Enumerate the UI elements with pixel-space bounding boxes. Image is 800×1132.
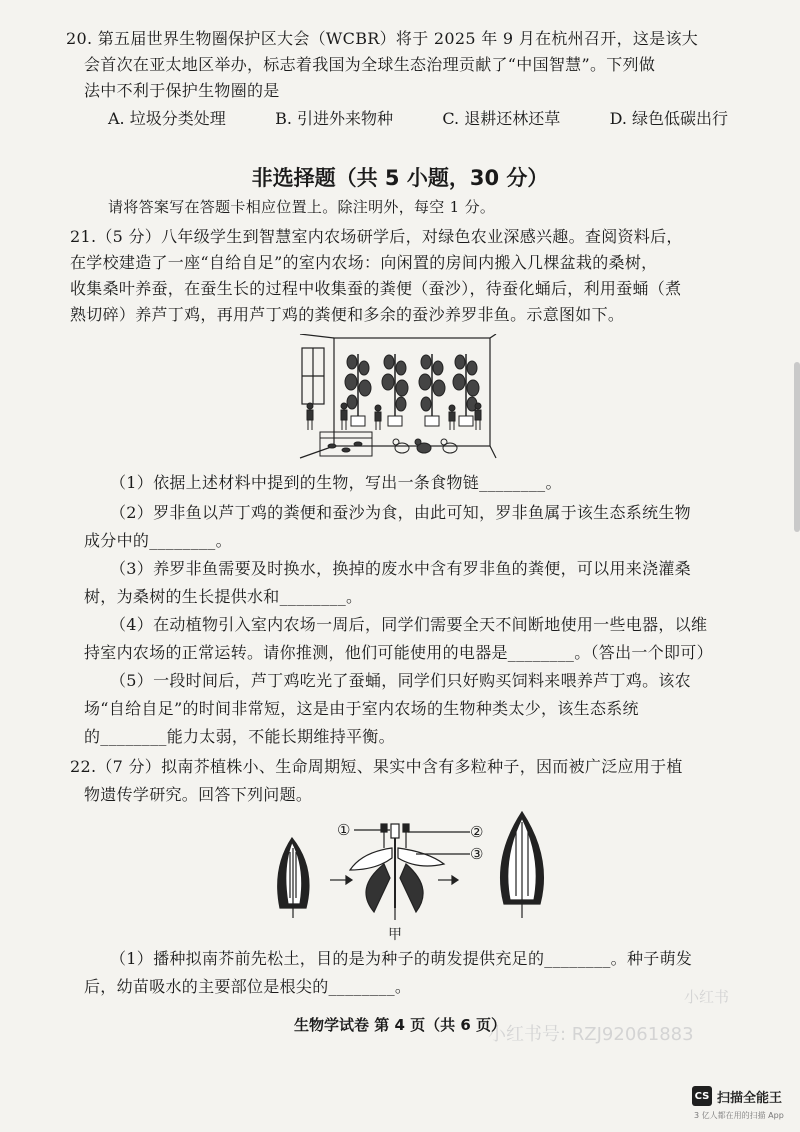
q20-line-1: 20. 第五届世界生物圈保护区大会（WCBR）将于 2025 年 9 月在杭州召开，这是该大 — [66, 29, 699, 48]
q22-line-1: 22.（7 分）拟南芥植株小、生命周期短、果实中含有多粒种子，因而被广泛应用于植 — [70, 757, 683, 776]
flower-bud-icon — [278, 838, 309, 918]
q21-sub-3b: 树，为桑树的生长提供水和________。 — [84, 587, 363, 606]
q21-sub-5b: 场“自给自足”的时间非常短，这是由于室内农场的生物种类太少，该生态系统 — [84, 699, 639, 718]
q22-line-2: 物遗传学研究。回答下列问题。 — [84, 785, 313, 804]
figure-label-3: ③ — [470, 845, 484, 863]
figure-label-1: ① — [337, 821, 351, 839]
q21-sub-4b: 持室内农场的正常运转。请你推测，他们可能使用的电器是________。（答出一个即可） — [84, 643, 713, 662]
scrollbar[interactable] — [794, 362, 800, 532]
q20-option-a: A. 垃圾分类处理 — [108, 109, 226, 128]
q21-sub-4: （4）在动植物引入室内农场一周后，同学们需要全天不间断地使用一些电器，以维 — [110, 615, 708, 634]
q20-line-3: 法中不利于保护生物圈的是 — [84, 81, 280, 100]
q21-sub-5c: 的________能力太弱，不能长期维持平衡。 — [84, 727, 395, 746]
figure-caption: 甲 — [388, 927, 402, 943]
silique-fruit-icon — [501, 812, 544, 918]
q21-sub-2b: 成分中的________。 — [84, 531, 232, 550]
q21-sub-2: （2）罗非鱼以芦丁鸡的粪便和蚕沙为食，由此可知，罗非鱼属于该生态系统生物 — [110, 503, 691, 522]
scanner-brand — [692, 1086, 782, 1106]
q21-sub-5: （5）一段时间后，芦丁鸡吃光了蚕蛹，同学们只好购买饲料来喂养芦丁鸡。该农 — [110, 671, 691, 690]
q20-option-c: C. 退耕还林还草 — [442, 109, 561, 128]
q21-line-1: 21.（5 分）八年级学生到智慧室内农场研学后，对绿色农业深感兴趣。查阅资料后， — [70, 227, 683, 246]
q21-sub-3: （3）养罗非鱼需要及时换水，换掉的废水中含有罗非鱼的粪便，可以用来浇灌桑 — [110, 559, 691, 578]
page-footer: 生物学试卷 第 4 页（共 6 页） — [294, 1016, 506, 1034]
watermark-badge: 小红书 — [684, 988, 730, 1006]
q20-line-2: 会首次在亚太地区举办，标志着我国为全球生态治理贡献了“中国智慧”。下列做 — [84, 55, 656, 74]
flower-structure-figure — [266, 808, 566, 922]
scanner-tagline: 3 亿人都在用的扫描 App — [694, 1111, 784, 1120]
q21-sub-1: （1）依据上述材料中提到的生物，写出一条食物链________。 — [110, 473, 562, 492]
figure-label-2: ② — [470, 823, 484, 841]
watermark-id: 小红书号: RZJ92061883 — [488, 1024, 694, 1045]
q22-sub-1b: 后，幼苗吸水的主要部位是根尖的________。 — [84, 977, 412, 996]
cs-logo-icon: CS — [692, 1086, 712, 1106]
indoor-farm-figure — [298, 334, 498, 466]
q20-options — [108, 106, 728, 129]
mulberry-tree-icon — [345, 354, 479, 426]
fish-tank-icon — [320, 432, 372, 456]
scanner-name: 扫描全能王 — [717, 1090, 783, 1106]
q22-sub-1: （1）播种拟南芥前先松土，目的是为种子的萌发提供充足的________。种子萌发 — [110, 949, 693, 968]
q20-option-d: D. 绿色低碳出行 — [609, 109, 728, 128]
q21-line-3: 收集桑叶养蚕，在蚕生长的过程中收集蚕的粪便（蚕沙），待蚕化蛹后，利用蚕蛹（煮 — [70, 279, 682, 298]
q21-line-4: 熟切碎）养芦丁鸡，再用芦丁鸡的粪便和多余的蚕沙养罗非鱼。示意图如下。 — [70, 305, 625, 324]
q21-line-2: 在学校建造了一座“自给自足”的室内农场：向闲置的房间内搬入几棵盆栽的桑树， — [70, 253, 658, 272]
section-title: 非选择题（共 5 小题，30 分） — [251, 166, 549, 190]
open-flower-icon — [350, 824, 444, 920]
section-instruction: 请将答案写在答题卡相应位置上。除注明外，每空 1 分。 — [108, 198, 496, 216]
q20-option-b: B. 引进外来物种 — [275, 109, 394, 128]
